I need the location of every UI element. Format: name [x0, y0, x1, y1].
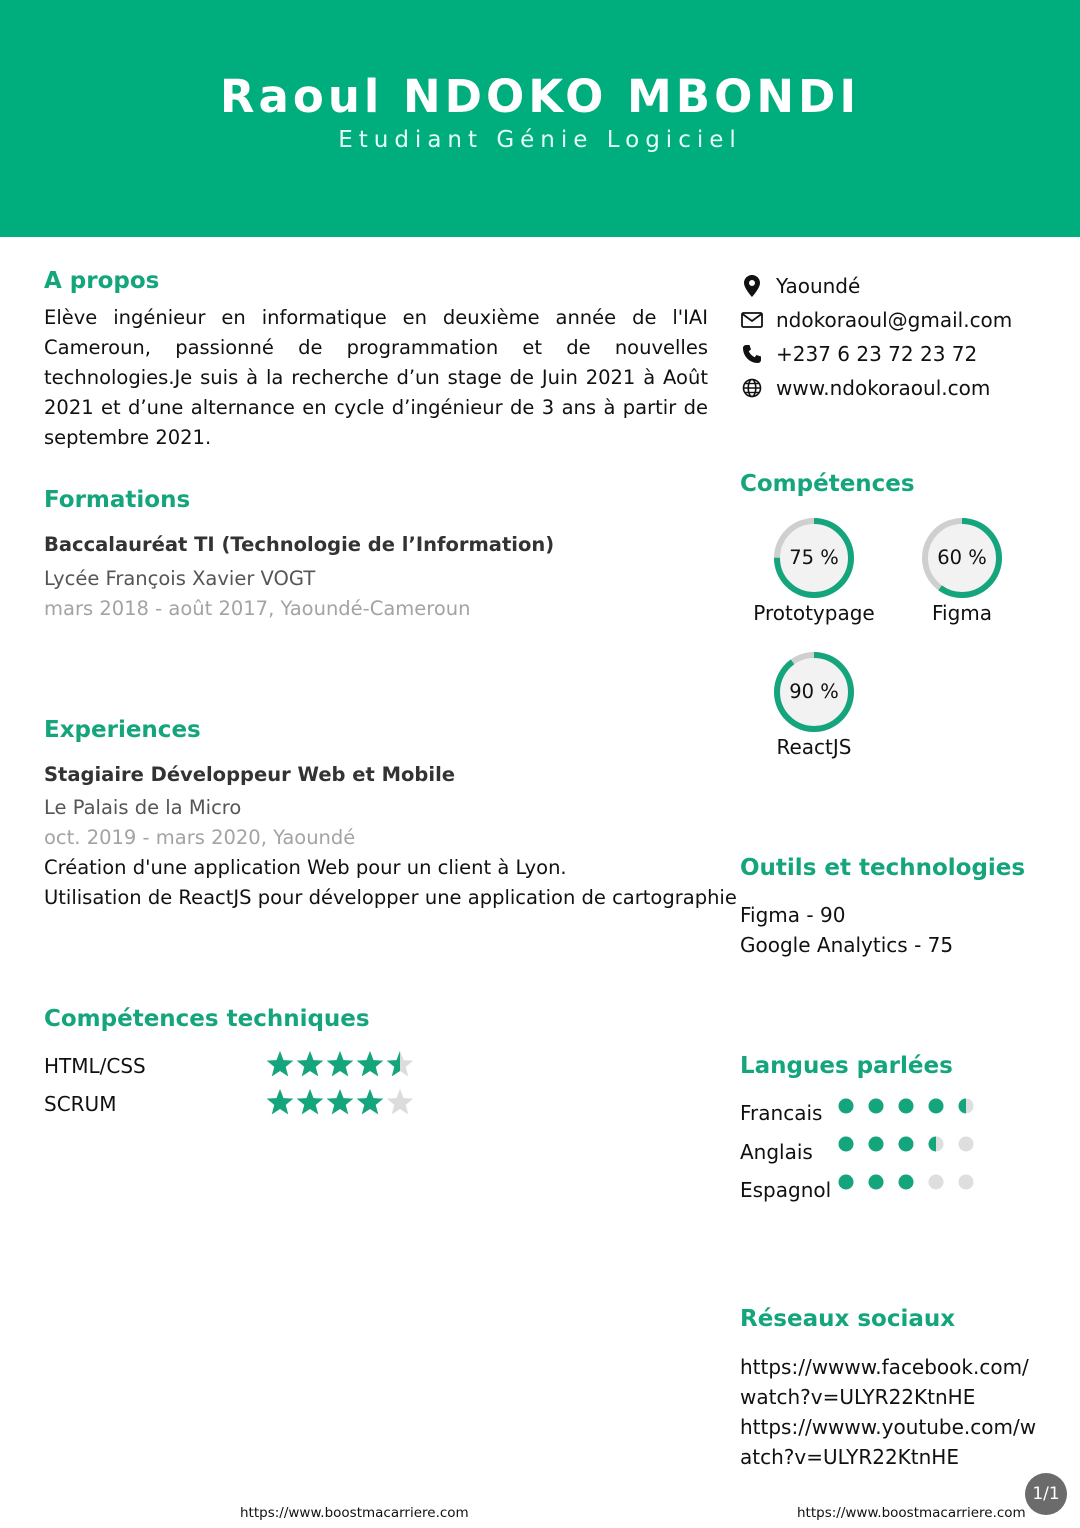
formations-title: Formations — [44, 487, 191, 513]
level-dot-filled — [869, 1137, 884, 1152]
tool-item: Google Analytics - 75 — [740, 933, 954, 957]
tech-skill-label: HTML/CSS — [44, 1054, 146, 1078]
formation-date: mars 2018 - août 2017, Yaoundé-Cameroun — [44, 597, 471, 620]
star-icon-filled — [297, 1051, 324, 1076]
globe-icon — [740, 376, 764, 400]
experience-role: Stagiaire Développeur Web et Mobile — [44, 763, 455, 786]
language-label: Anglais — [740, 1140, 813, 1164]
level-dot-filled — [899, 1137, 914, 1152]
phone-text[interactable]: +237 6 23 72 23 72 — [776, 342, 978, 366]
level-dot-filled — [929, 1099, 944, 1114]
experience-date: oct. 2019 - mars 2020, Yaoundé — [44, 826, 356, 849]
language-label: Espagnol — [740, 1178, 832, 1202]
formation-school: Lycée François Xavier VOGT — [44, 567, 316, 590]
skill-label: Prototypage — [753, 601, 875, 625]
level-dot — [929, 1175, 944, 1190]
location-text: Yaoundé — [776, 274, 861, 298]
mail-icon — [740, 308, 764, 332]
language-label: Francais — [740, 1101, 823, 1125]
skill-percent: 60 % — [937, 546, 987, 569]
language-level — [838, 1098, 978, 1114]
contact-email[interactable] — [740, 305, 1012, 335]
level-dot — [959, 1175, 974, 1190]
language-level — [838, 1136, 978, 1152]
star-icon-filled — [267, 1089, 294, 1114]
contact-location — [740, 271, 860, 301]
level-dot-filled — [869, 1099, 884, 1114]
star-icon-filled — [357, 1051, 384, 1076]
level-dot-filled — [839, 1099, 854, 1114]
footer-link-left[interactable]: https://www.boostmacarriere.com — [240, 1505, 469, 1521]
header-banner — [0, 0, 1080, 237]
candidate-subtitle: Etudiant Génie Logiciel — [338, 127, 742, 153]
star-icon — [387, 1089, 414, 1114]
language-level — [838, 1174, 978, 1190]
experience-line: Utilisation de ReactJS pour développer une application de cartographie — [44, 886, 737, 909]
level-dot-filled — [869, 1175, 884, 1190]
footer-link-right[interactable]: https://www.boostmacarriere.com — [797, 1505, 1026, 1521]
tool-item: Figma - 90 — [740, 903, 846, 927]
level-dot-filled — [839, 1175, 854, 1190]
contact-website[interactable] — [740, 373, 990, 403]
level-dot-filled — [839, 1137, 854, 1152]
social-link-facebook[interactable]: https://wwww.facebook.com/watch?v=ULYR22KtnHE — [740, 1355, 1029, 1409]
tech-skill-label: SCRUM — [44, 1092, 117, 1116]
email-text[interactable]: ndokoraoul@gmail.com — [776, 308, 1013, 332]
tools-title: Outils et technologies — [740, 855, 1026, 881]
experience-company: Le Palais de la Micro — [44, 796, 242, 819]
contact-phone[interactable] — [740, 339, 977, 369]
candidate-name: Raoul NDOKO MBONDI — [219, 70, 861, 123]
page-number-badge: 1/1 — [1025, 1473, 1067, 1515]
experience-line: Création d'une application Web pour un client à Lyon. — [44, 856, 567, 879]
skill-percent: 90 % — [789, 680, 839, 703]
star-icon-filled — [297, 1089, 324, 1114]
star-rating — [266, 1050, 418, 1080]
experiences-title: Experiences — [44, 717, 201, 743]
location-pin-icon — [740, 274, 764, 298]
about-title: A propos — [44, 268, 160, 294]
level-dot-filled — [899, 1175, 914, 1190]
star-rating — [266, 1088, 418, 1118]
star-icon-filled — [327, 1089, 354, 1114]
skill-percent: 75 % — [789, 546, 839, 569]
website-text[interactable]: www.ndokoraoul.com — [776, 376, 991, 400]
skill-label: ReactJS — [776, 735, 852, 759]
competences-title: Compétences — [740, 471, 915, 497]
social-title: Réseaux sociaux — [740, 1306, 956, 1332]
level-dot — [959, 1137, 974, 1152]
about-text: Elève ingénieur en informatique en deuxième année de l'IAI Cameroun, passionné de programmation et de nouvelles technologies.Je suis à la recherche d’un stage de Juin 2021 à Août 2021 et d’une alternance en cycle d’ingénieur de 3 ans à partir de septembre 2021. — [44, 306, 708, 449]
tech-skills-title: Compétences techniques — [44, 1006, 370, 1032]
star-icon-filled — [327, 1051, 354, 1076]
skill-label: Figma — [931, 601, 993, 625]
phone-icon — [740, 342, 764, 366]
star-icon-filled — [267, 1051, 294, 1076]
social-link-youtube[interactable]: https://wwww.youtube.com/watch?v=ULYR22KtnHE — [740, 1415, 1037, 1469]
formation-degree: Baccalauréat TI (Technologie de l’Information) — [44, 533, 555, 556]
level-dot-filled — [899, 1099, 914, 1114]
languages-title: Langues parlées — [740, 1053, 953, 1079]
star-icon-filled — [357, 1089, 384, 1114]
